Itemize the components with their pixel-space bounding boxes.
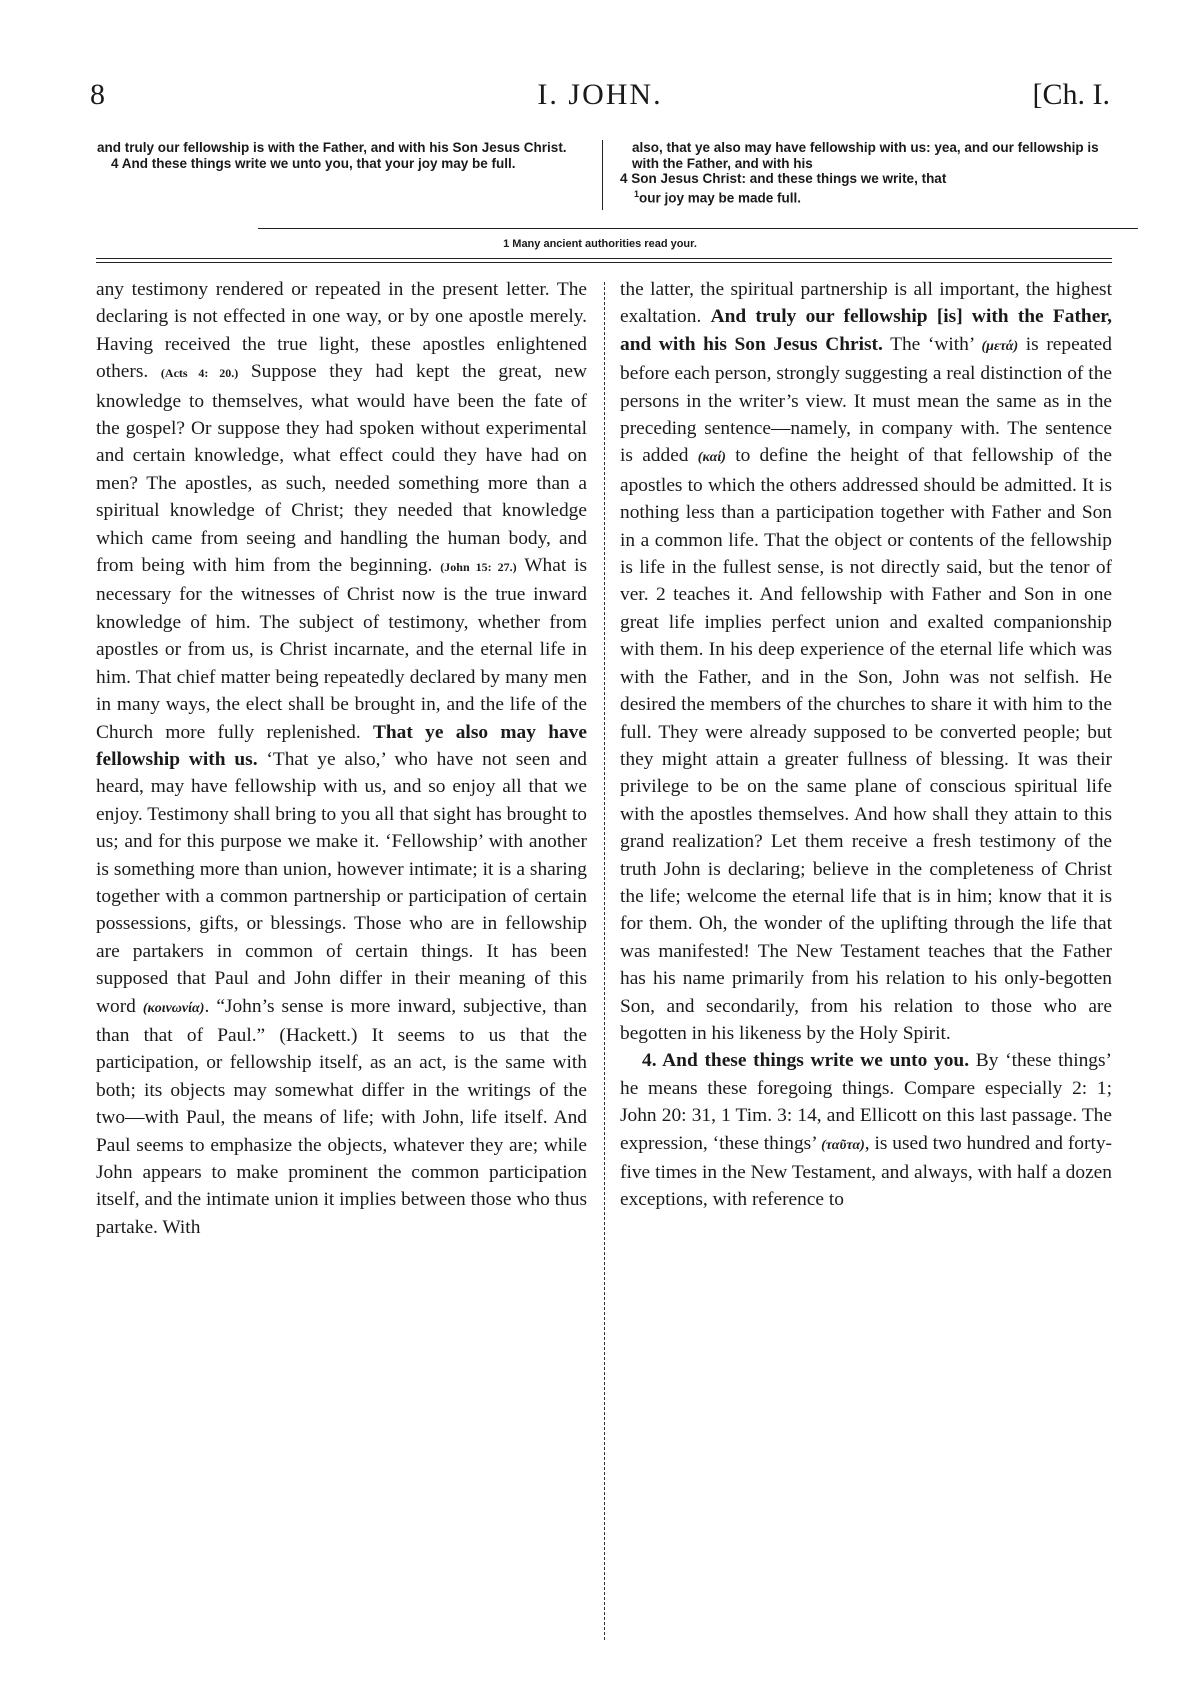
commentary-left-column xyxy=(96,276,587,1241)
text-segment: any testimony rendered or repeated in the present letter. The declaring is not effected in one way, or by one apostle merely. Having received the true light, these apostles enlightened others. xyxy=(96,279,587,383)
rv-footnote-number: 1 xyxy=(503,238,510,250)
section-rule-bottom xyxy=(96,262,1112,263)
rv-left-line-b: 4 And these things write we unto you, that your joy may be full. xyxy=(111,155,516,171)
scripture-reference: (Acts 4: 20.) xyxy=(160,366,239,381)
text-segment: By ‘these things’ he means these foregoing things. Compare especially 2: 1; John 20: 31, 1 Tim. 3: 14, and Ellicott on this last passage. The expression, ‘these things’ xyxy=(620,1050,1112,1154)
text-segment: is repeated before each person, strongly suggesting a real distinction of the persons in the writer’s view. It must mean the same as in the preceding sentence—namely, in company with. The sentence is added xyxy=(620,333,1112,467)
rv-column-divider xyxy=(602,140,603,210)
commentary-right-column xyxy=(620,276,1112,1214)
verse-heading: 4. And these things write we unto you. xyxy=(642,1050,970,1072)
greek-term: (μετά) xyxy=(981,338,1019,354)
rv-footnote-text: Many ancient authorities read your. xyxy=(512,238,697,250)
text-segment: ‘That ye also,’ who have not seen and heard, may have fellowship with us, and so enjoy all that we enjoy. Testimony shall bring to you all that sight has brought to us; and for this purpose we make it. ‘Fellowship’ with another is something more than union, however intimate; it is a sharing together with a common partnership or participation of certain possessions, gifts, or blessings. Those who are in fellowship are partakers in common of certain things. It has been supposed that Paul and John differ in their meaning of this word xyxy=(96,748,587,1017)
text-segment: , is used two hundred and forty-five times in the New Testament, and always, with half a dozen exceptions, with reference to xyxy=(620,1132,1112,1211)
text-segment: Suppose they had kept the great, new knowledge to themselves, what would have been the fate of the gospel? Or suppose they had spoken without experimental and certain knowledge, what effect could they have had on men? The apostles, as such, needed something more than a spiritual knowledge of Christ; they needed that knowledge which came from seeing and handling the human body, and from being with him from the beginning. xyxy=(96,361,587,577)
scripture-reference: (John 15: 27.) xyxy=(440,560,517,575)
rv-footnote xyxy=(0,238,1200,250)
rv-right-line-a: also, that ye also may have fellowship with us: yea, and our fellowship is with the Father, and with his xyxy=(632,140,1099,171)
greek-term: (κοινωνία) xyxy=(142,1000,205,1016)
lemma-heading: That ye also may have fellowship with us. xyxy=(96,721,587,770)
column-divider xyxy=(604,282,605,1640)
rv-left-line-a: and truly our fellowship is with the Father, and with his Son Jesus Christ. xyxy=(97,140,567,155)
text-segment: The ‘with’ xyxy=(890,333,974,355)
revised-version-left xyxy=(97,140,584,171)
text-segment: What is necessary for the witnesses of Christ now is the true inward knowledge of him. The subject of testimony, whether from apostles or from us, is Christ incarnate, and the eternal life in him. That chief matter being repeatedly declared by many men in many ways, the elect shall be brought in, and the life of the Church more fully replenished. xyxy=(96,555,588,743)
rv-right-line-b: 4 Son Jesus Christ: and these things we write, that xyxy=(620,171,947,186)
running-title: I. JOHN. xyxy=(537,78,663,111)
chapter-label: [Ch. I. xyxy=(1032,78,1110,111)
text-segment: to define the height of that fellowship of the apostles to which the others addressed should be admitted. It is nothing less than a participation together with Father and Son in a common life. That the object or contents of the fellowship is life in the fullest sense, is not directly said, but the tenor of ver. 2 teaches it. And fellowship with Father and Son in one great life implies perfect union and exalted companionship with them. In his deep experience of the eternal life which was with the Father, and in the Son, John was not selfish. He desired the members of the churches to share it with him to the full. They were already supposed to be converted people; but they might attain a greater fullness of blessing. It was their privilege to be on the same plane of conscious spiritual life with the apostles themselves. And how shall they attain to this grand realization? Let them receive a fresh testimony of the truth John is declaring; believe in the completeness of Christ the life; welcome the eternal life that is in him; know that it is for them. Oh, the wonder of the uplifting through the life that was manifested! The New Testament teaches that the Father has his name primarily from his relation to his only-begotten Son, and secondarily, from his relation to those who are begotten in his likeness by the Holy Spirit. xyxy=(620,445,1112,1044)
revised-version-right xyxy=(620,140,1110,206)
rv-footnote-marker: 1 xyxy=(634,188,640,199)
lemma-heading: And truly our fellowship [is] with the Father, and with his Son Jesus Christ. xyxy=(620,306,1112,355)
text-segment: the latter, the spiritual partnership is all important, the highest exaltation. xyxy=(620,279,1112,328)
page-header xyxy=(90,78,1110,128)
section-rule-top xyxy=(96,258,1112,259)
greek-term: (καί) xyxy=(697,450,726,466)
text-segment: . “John’s sense is more inward, subjective, than than that of Paul.” (Hackett.) It seems to us that the participation, or fellowship itself, as an act, is the same with both; its objects may somewhat differ in the writings of the two—with Paul, the means of life; with John, life itself. And Paul seems to emphasize the objects, whatever they are; while John appears to make prominent the common participation itself, and the intimate union it implies between those who thus partake. With xyxy=(96,995,587,1238)
greek-term: (ταῦτα) xyxy=(821,1137,865,1153)
rv-right-line-c: our joy may be made full. xyxy=(639,190,802,205)
footnote-rule xyxy=(258,228,1138,229)
page-number: 8 xyxy=(90,78,105,111)
